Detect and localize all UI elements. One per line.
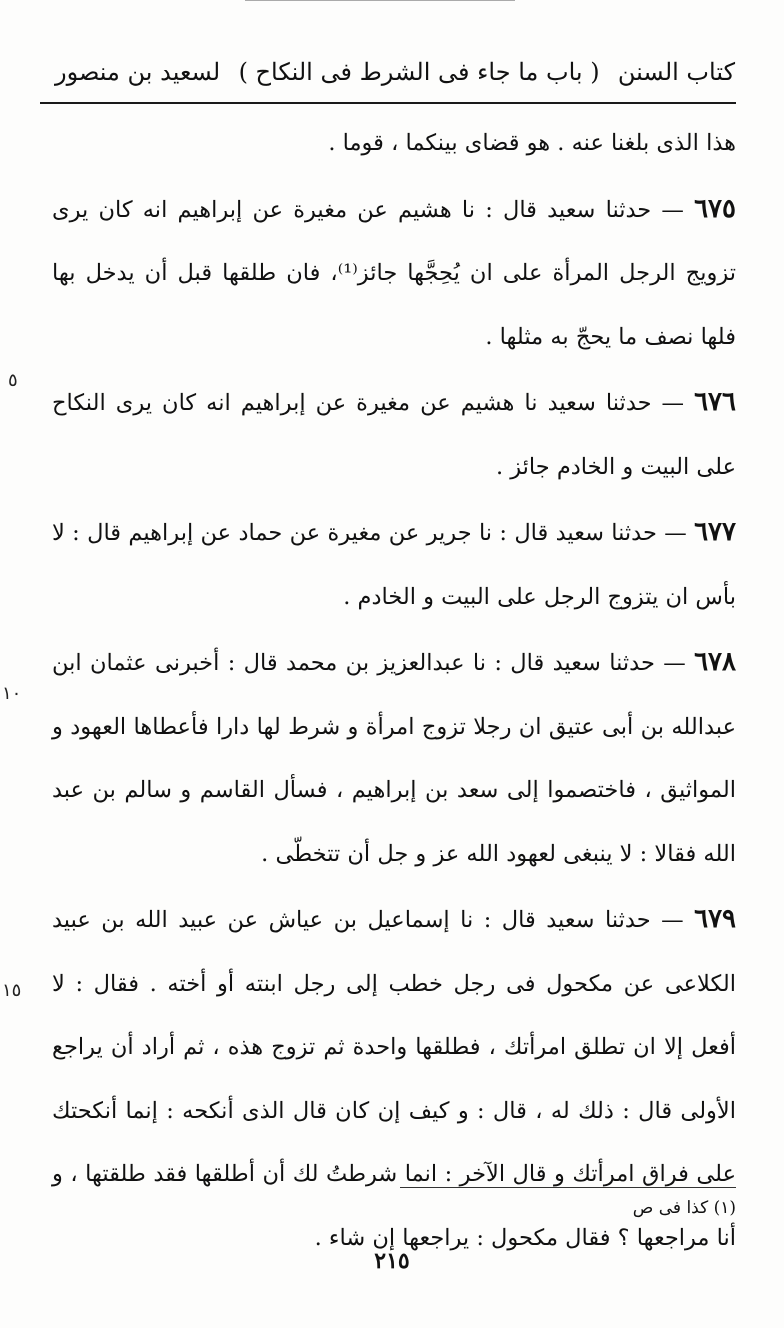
hadith-number: ٦٧٧ <box>694 517 736 547</box>
paragraph-text: — حدثنا سعيد قال : نا جرير عن مغيرة عن حماد عن إبراهيم قال : لا بأس ان يتزوج الرجل على البيت و الخادم . <box>52 520 736 610</box>
running-header <box>55 50 735 94</box>
paragraph-text: — حدثنا سعيد قال : نا إسماعيل بن عياش عن عبيد الله بن عبيد الكلاعى عن مكحول فى رجل خطب إلى رجل ابنته أو أخته . فقال : لا أفعل إلا ان تطلق امرأتك ، فطلقها واحدة ثم تزوج هذه ، ثم أراد أن يراجع الأولى قال : ذلك له ، قال : و كيف إن كان قال الذى أنكحه : إنما أنكحتك على فراق امرأتك و قال الآخر : انما شرطتُ لك أن أطلقها فقد طلقتها ، و أنا مراجعها ؟ فقال مكحول : يراجعها إن شاء . <box>52 907 736 1251</box>
line-number-15: ١٥ <box>2 980 22 1001</box>
page-number: ٢١٥ <box>374 1248 410 1274</box>
paragraph-text: هذا الذى بلغنا عنه . هو قضاى بينكما ، قوما . <box>328 130 736 156</box>
paragraph-continuation <box>52 112 736 176</box>
book-title: كتاب السنن <box>617 58 735 86</box>
footnote: (١) كذا فى ص <box>632 1198 736 1218</box>
main-text <box>52 112 736 1270</box>
paragraph-text: — حدثنا سعيد قال : نا هشيم عن مغيرة عن إبراهيم انه كان يرى تزويج الرجل المرأة على ان يُحِجَّها جائز⁽¹⁾، فان طلقها قبل أن يدخل بها فلها نصف ما يحجّ به مثلها . <box>52 196 737 350</box>
footnote-divider <box>400 1187 736 1188</box>
line-number-5: ٥ <box>8 370 18 391</box>
hadith-number: ٦٧٩ <box>694 904 737 934</box>
paragraph-text: — حدثنا سعيد قال : نا عبدالعزيز بن محمد قال : أخبرنى عثمان ابن عبدالله بن أبى عتيق ان رجلا تزوج امرأة و شرط لها دارا فأعطاها العهود و المواثيق ، فاختصموا إلى سعد بن إبراهيم ، فسأل القاسم و سالم بن عبد الله فقالا : لا ينبغى لعهود الله عز و جل أن تتخطّى . <box>52 650 736 867</box>
hadith-number: ٦٧٨ <box>694 647 736 677</box>
line-number-10: ١٠ <box>2 683 22 704</box>
paragraph-text: — حدثنا سعيد نا هشيم عن مغيرة عن إبراهيم انه كان يرى النكاح على البيت و الخادم جائز . <box>52 390 736 480</box>
hadith-number: ٦٧٥ <box>694 193 736 224</box>
hadith-676 <box>52 371 736 499</box>
chapter-title: ( باب ما جاء فى الشرط فى النكاح ) <box>238 58 600 86</box>
hadith-number: ٦٧٦ <box>694 387 736 417</box>
top-rule <box>245 0 515 1</box>
header-divider <box>40 102 736 104</box>
hadith-678 <box>52 631 736 886</box>
hadith-677 <box>52 501 736 629</box>
hadith-675 <box>52 178 736 370</box>
author-name: لسعيد بن منصور <box>55 58 221 86</box>
